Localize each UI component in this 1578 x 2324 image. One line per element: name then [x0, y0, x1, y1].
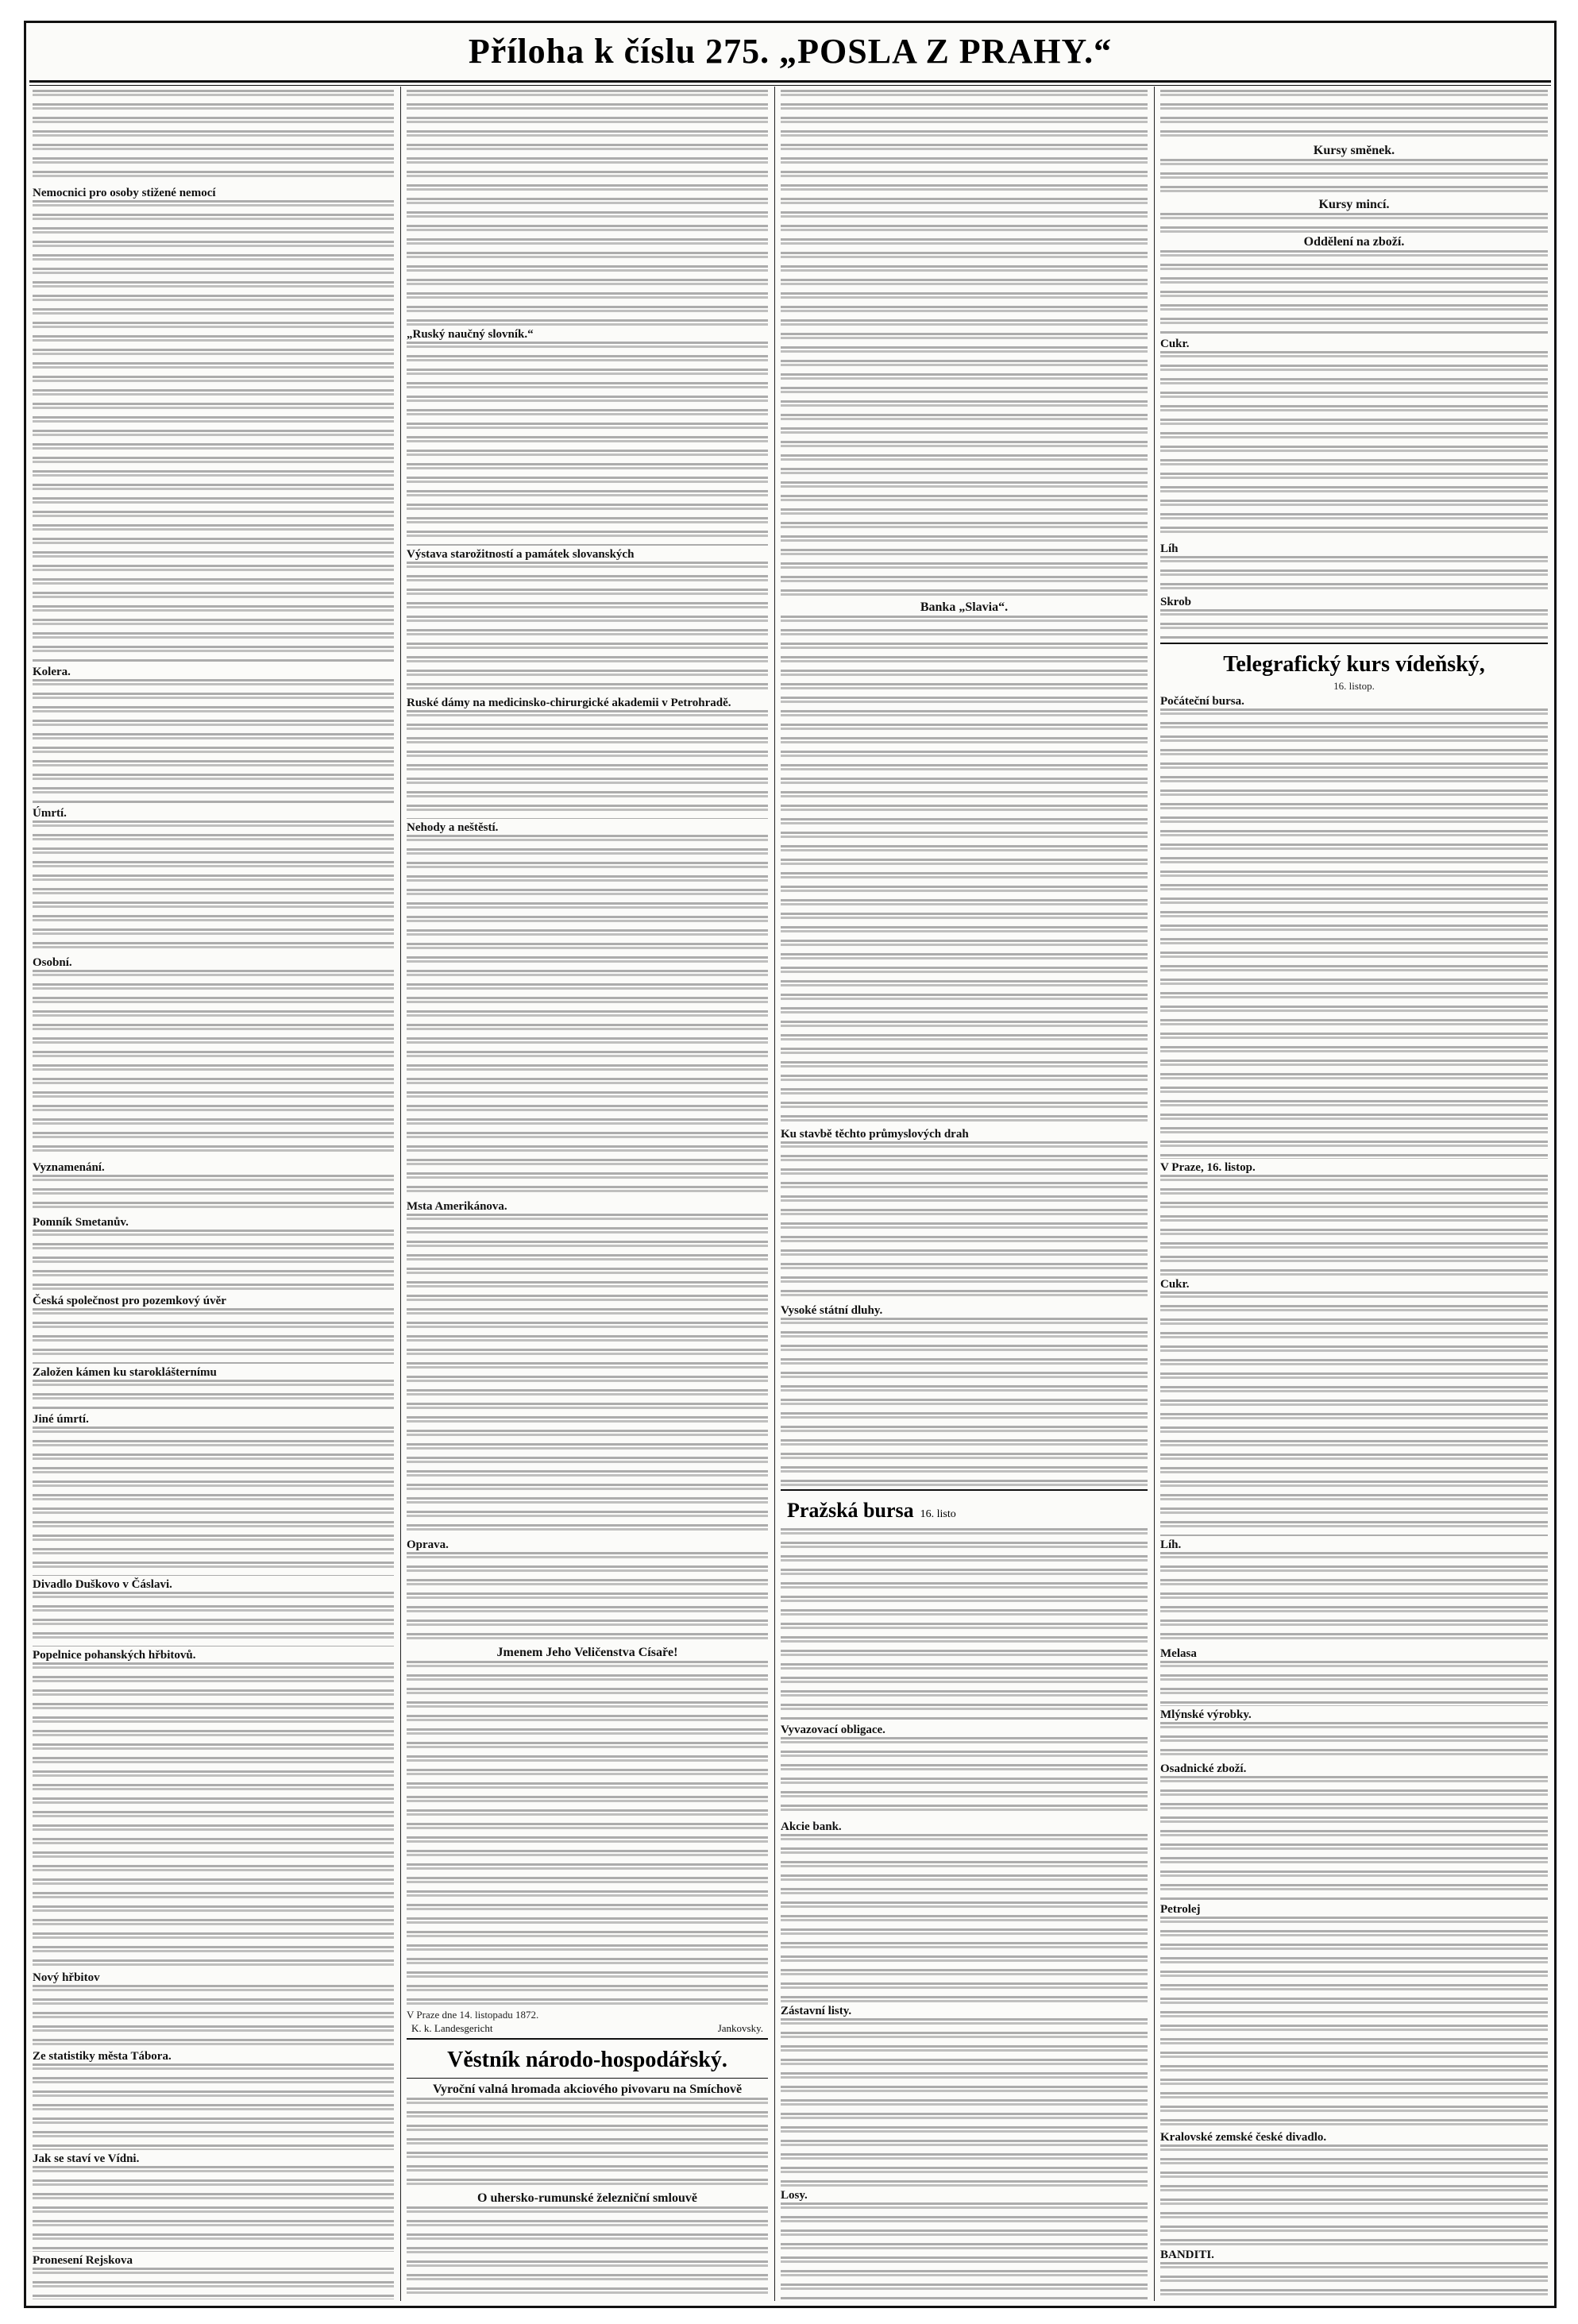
paragraph-label: Nemocnici pro osoby stižené nemocí	[33, 186, 219, 200]
paragraph-label: Česká společnost pro pozemkový úvěr	[33, 1294, 230, 1308]
text-block	[1160, 351, 1548, 539]
section-subheading: Banka „Slavia“.	[781, 600, 1148, 616]
text-block	[1160, 556, 1548, 593]
text-block	[781, 616, 1148, 1125]
bursa-title-text: Pražská bursa	[787, 1499, 914, 1523]
paragraph-label: Líh.	[1160, 1538, 1184, 1552]
paragraph-label: Osadnické zboží.	[1160, 1762, 1249, 1776]
paragraph-label: Kolera.	[33, 665, 74, 679]
vestnik-title: Věstník národo-hospodářský.	[407, 2043, 768, 2075]
masthead-rule-thin	[29, 85, 1551, 86]
paragraph-label: Vyvazovací obligace.	[781, 1723, 889, 1737]
text-block	[1160, 1722, 1548, 1759]
paragraph-label: Msta Amerikánova.	[407, 1199, 511, 1214]
section-rule	[781, 1489, 1148, 1491]
text-block	[1160, 1175, 1548, 1276]
section-rule	[407, 2078, 768, 2079]
text-block	[33, 1985, 394, 2048]
paragraph-label: Líh	[1160, 542, 1182, 556]
paragraph-label: BANDITI.	[1160, 2248, 1217, 2262]
railway-subheading: O uhersko-rumunské železniční smlouvě	[407, 2191, 768, 2206]
signature-left: K. k. Landesgericht	[411, 2022, 493, 2035]
text-block	[1160, 1917, 1548, 2129]
paragraph-label: Ruské dámy na medicinsko-chirurgické akademii v Petrohradě.	[407, 696, 734, 710]
paragraph-label: Pronesení Rejskova	[33, 2253, 136, 2268]
section-subheading: Kursy směnek.	[1160, 143, 1548, 159]
paragraph-label: Cukr.	[1160, 1277, 1193, 1291]
paragraph-label: Skrob	[1160, 595, 1194, 609]
column-divider	[774, 87, 775, 2301]
masthead-rule	[29, 80, 1551, 83]
text-block	[781, 90, 1148, 600]
text-block	[33, 90, 394, 184]
text-block	[407, 1552, 768, 1645]
paragraph-label: Ze statistiky města Tábora.	[33, 2049, 175, 2063]
text-block	[33, 2063, 394, 2150]
section-subheading: Kursy mincí.	[1160, 197, 1548, 213]
paragraph-label: Výstava starožitností a památek slovanských	[407, 547, 637, 562]
text-block	[33, 2268, 394, 2299]
paragraph-label: Divadlo Duškovo v Čáslavi.	[33, 1577, 176, 1592]
paragraph-label: Akcie bank.	[781, 1820, 845, 1834]
text-block	[407, 2098, 768, 2191]
paragraph-label: Vysoké státní dluhy.	[781, 1303, 885, 1318]
paragraph-label: Úmrtí.	[33, 806, 70, 820]
text-block	[33, 820, 394, 954]
text-block	[781, 1737, 1148, 1818]
text-block	[1160, 1776, 1548, 1901]
text-block	[33, 970, 394, 1158]
section-subheading: Oddělení na zboží.	[1160, 234, 1548, 250]
text-block	[33, 1175, 394, 1214]
text-block	[1160, 1661, 1548, 1706]
bursa-date: 16. listo	[920, 1508, 956, 1521]
text-block	[1160, 708, 1548, 1159]
paragraph-label: Oprava.	[407, 1538, 452, 1552]
text-block	[407, 562, 768, 694]
paragraph-label: Kralovské zemské české divadlo.	[1160, 2130, 1329, 2144]
text-block	[407, 1661, 768, 2008]
paragraph-label: Losy.	[781, 2188, 811, 2202]
paragraph-label: Jak se staví ve Vídni.	[33, 2152, 142, 2166]
telegraf-date: 16. listop.	[1160, 679, 1548, 693]
paragraph-label: Nehody a neštěstí.	[407, 820, 501, 835]
text-block	[1160, 213, 1548, 234]
signature-right: Jankovsky.	[717, 2022, 763, 2035]
text-block	[33, 1426, 394, 1576]
paragraph-label: V Praze, 16. listop.	[1160, 1160, 1259, 1175]
paragraph-label: Založen kámen ku staroklášternímu	[33, 1365, 220, 1380]
court-heading: Jmenem Jeho Veličenstva Císaře!	[407, 1645, 768, 1661]
text-block	[781, 1528, 1148, 1720]
vestnik-subheading: Vyroční valná hromada akciového pivovaru na Smíchově	[407, 2082, 768, 2098]
text-block	[33, 1308, 394, 1363]
text-block	[407, 835, 768, 1198]
text-block	[781, 1318, 1148, 1486]
text-block	[1160, 2144, 1548, 2245]
paragraph-label: Vyznamenání.	[33, 1160, 108, 1175]
text-block	[33, 200, 394, 663]
text-block	[33, 679, 394, 805]
place-date-line: V Praze dne 14. listopadu 1872.	[407, 2008, 768, 2021]
paragraph-label: Jiné úmrtí.	[33, 1412, 92, 1426]
paragraph-label: Pomník Smetanův.	[33, 1215, 132, 1230]
column-1	[33, 90, 394, 2299]
paragraph-label: Popelnice pohanských hřbitovů.	[33, 1648, 199, 1662]
newspaper-page	[24, 21, 1557, 2308]
paragraph-label: „Ruský naučný slovník.“	[407, 327, 537, 342]
text-block	[1160, 2262, 1548, 2299]
text-block	[407, 90, 768, 326]
text-block	[407, 710, 768, 819]
text-block	[1160, 90, 1548, 143]
text-block	[407, 342, 768, 546]
column-2	[407, 90, 768, 2299]
paragraph-label: Cukr.	[1160, 337, 1193, 351]
text-block	[1160, 159, 1548, 196]
paragraph-label: Mlýnské výrobky.	[1160, 1708, 1255, 1722]
text-block	[33, 1662, 394, 1969]
bursa-title	[781, 1494, 1148, 1528]
text-block	[781, 1834, 1148, 2002]
text-block	[781, 2202, 1148, 2299]
paragraph-label: Zástavní listy.	[781, 2004, 855, 2018]
telegraf-title: Telegrafický kurs vídeňský,	[1160, 647, 1548, 679]
text-block	[33, 1230, 394, 1292]
text-block	[1160, 1552, 1548, 1645]
text-block	[407, 2206, 768, 2299]
text-block	[33, 2166, 394, 2253]
section-rule	[407, 2038, 768, 2040]
column-4	[1160, 90, 1548, 2299]
text-block	[781, 1141, 1148, 1302]
paragraph-label: Počáteční bursa.	[1160, 694, 1248, 708]
masthead-title: Příloha k číslu 275. „POSLA Z PRAHY.“	[468, 31, 1113, 71]
section-rule	[1160, 643, 1548, 644]
paragraph-label: Nový hřbitov	[33, 1971, 103, 1985]
text-block	[1160, 1291, 1548, 1535]
column-3	[781, 90, 1148, 2299]
paragraph-label: Petrolej	[1160, 1902, 1204, 1917]
text-block	[33, 1380, 394, 1411]
column-divider	[400, 87, 401, 2301]
column-divider	[1154, 87, 1155, 2301]
masthead	[26, 23, 1554, 79]
text-block	[781, 2018, 1148, 2187]
text-block	[1160, 609, 1548, 639]
text-block	[1160, 250, 1548, 335]
paragraph-label: Ku stavbě těchto průmyslových drah	[781, 1127, 972, 1141]
paragraph-label: Osobní.	[33, 955, 75, 970]
signature-row	[407, 2021, 768, 2035]
paragraph-label: Melasa	[1160, 1646, 1200, 1661]
text-block	[33, 1592, 394, 1646]
text-block	[407, 1214, 768, 1537]
